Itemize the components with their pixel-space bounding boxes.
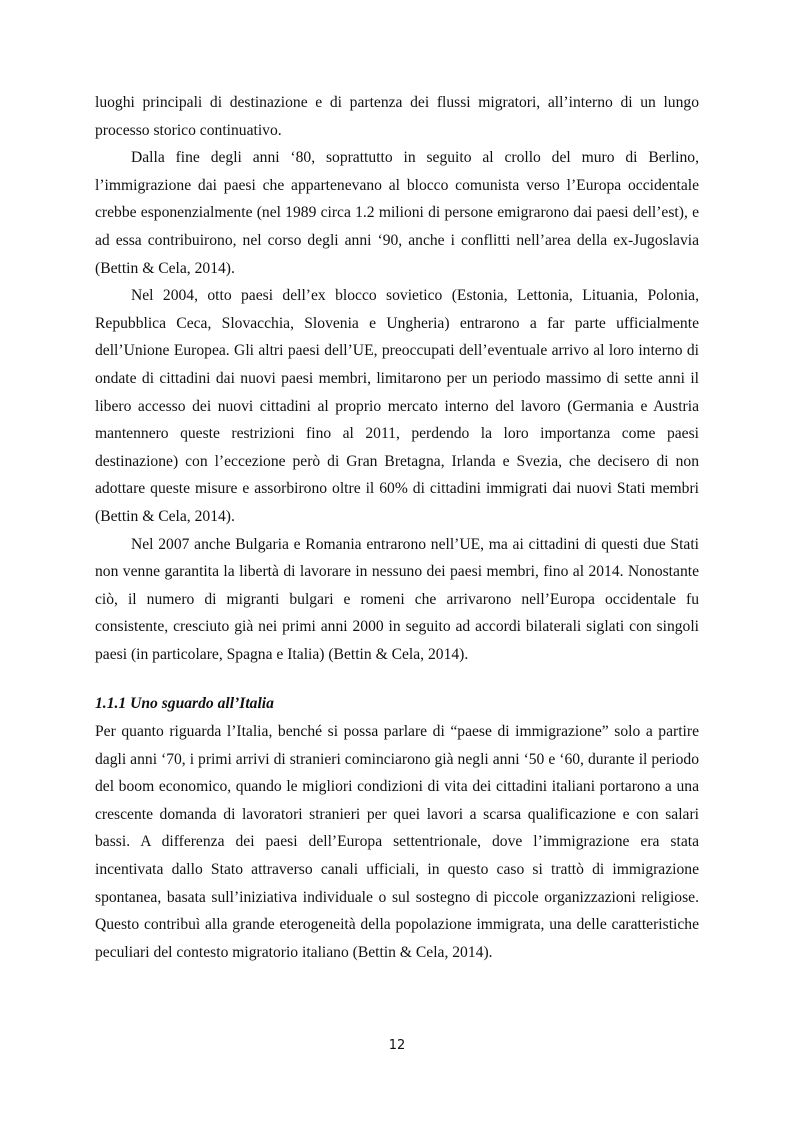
paragraph-berlin-wall: Dalla fine degli anni ‘80, soprattutto in seguito al crollo del muro di Berlino, l’immigrazione dai paesi che appartenevano al blocco comunista verso l’Europa occidentale crebbe esponenzialmente (nel 1989 circa 1.2 milioni di persone emigrarono dai paesi dell’est), e ad essa contribuirono, nel corso degli anni ‘90, anche i conflitti nell’area della ex-Jugoslavia (Bettin & Cela, 2014). xyxy=(95,149,699,277)
section-heading: 1.1.1 Uno sguardo all’Italia xyxy=(95,695,274,713)
document-body xyxy=(95,89,699,966)
paragraph-eu-2004: Nel 2004, otto paesi dell’ex blocco sovietico (Estonia, Lettonia, Lituania, Polonia, Repubblica Ceca, Slovacchia, Slovenia e Ungheria) entrarono a far parte ufficialmente dell’Unione Europea. Gli altri paesi dell’UE, preoccupati dell’eventuale arrivo al loro interno di ondate di cittadini dai nuovi paesi membri, limitarono per un periodo massimo di sette anni il libero accesso dei nuovi cittadini al proprio mercato interno del lavoro (Germania e Austria mantennero queste restrizioni fino al 2011, perdendo la loro importanza come paesi destinazione) con l’eccezione però di Gran Bretagna, Irlanda e Svezia, che decisero di non adottare queste misure e assorbirono oltre il 60% di cittadini immigrati dai nuovi Stati membri (Bettin & Cela, 2014). xyxy=(95,287,699,525)
paragraph-italy: Per quanto riguarda l’Italia, benché si possa parlare di “paese di immigrazione” solo a partire dagli anni ‘70, i primi arrivi di stranieri cominciarono già negli anni ‘50 e ‘60, durante il periodo del boom economico, quando le migliori condizioni di vita dei cittadini italiani portarono a una crescente domanda di lavoratori stranieri per quei lavori a scarsa qualificazione e con salari bassi. A differenza dei paesi dell’Europa settentrionale, dove l’immigrazione era stata incentivata dallo Stato attraverso canali ufficiali, in questo caso si trattò di immigrazione spontanea, basata sull’iniziativa individuale o sul sostegno di piccole organizzazioni religiose. Questo contribuì alla grande eterogeneità della popolazione immigrata, una delle caratteristiche peculiari del contesto migratorio italiano (Bettin & Cela, 2014). xyxy=(95,723,699,961)
page-number: 12 xyxy=(388,1038,406,1053)
paragraph-eu-2007: Nel 2007 anche Bulgaria e Romania entrarono nell’UE, ma ai cittadini di questi due Stati non venne garantita la libertà di lavorare in nessuno dei paesi membri, fino al 2014. Nonostante ciò, il numero di migranti bulgari e romeni che arrivarono nell’Europa occidentale fu consistente, cresciuto già nei primi anni 2000 in seguito ad accordi bilaterali siglati con singoli paesi (in particolare, Spagna e Italia) (Bettin & Cela, 2014). xyxy=(95,535,699,663)
paragraph-continuation: luoghi principali di destinazione e di partenza dei flussi migratori, all’interno di un lungo processo storico continuativo. xyxy=(95,94,699,139)
